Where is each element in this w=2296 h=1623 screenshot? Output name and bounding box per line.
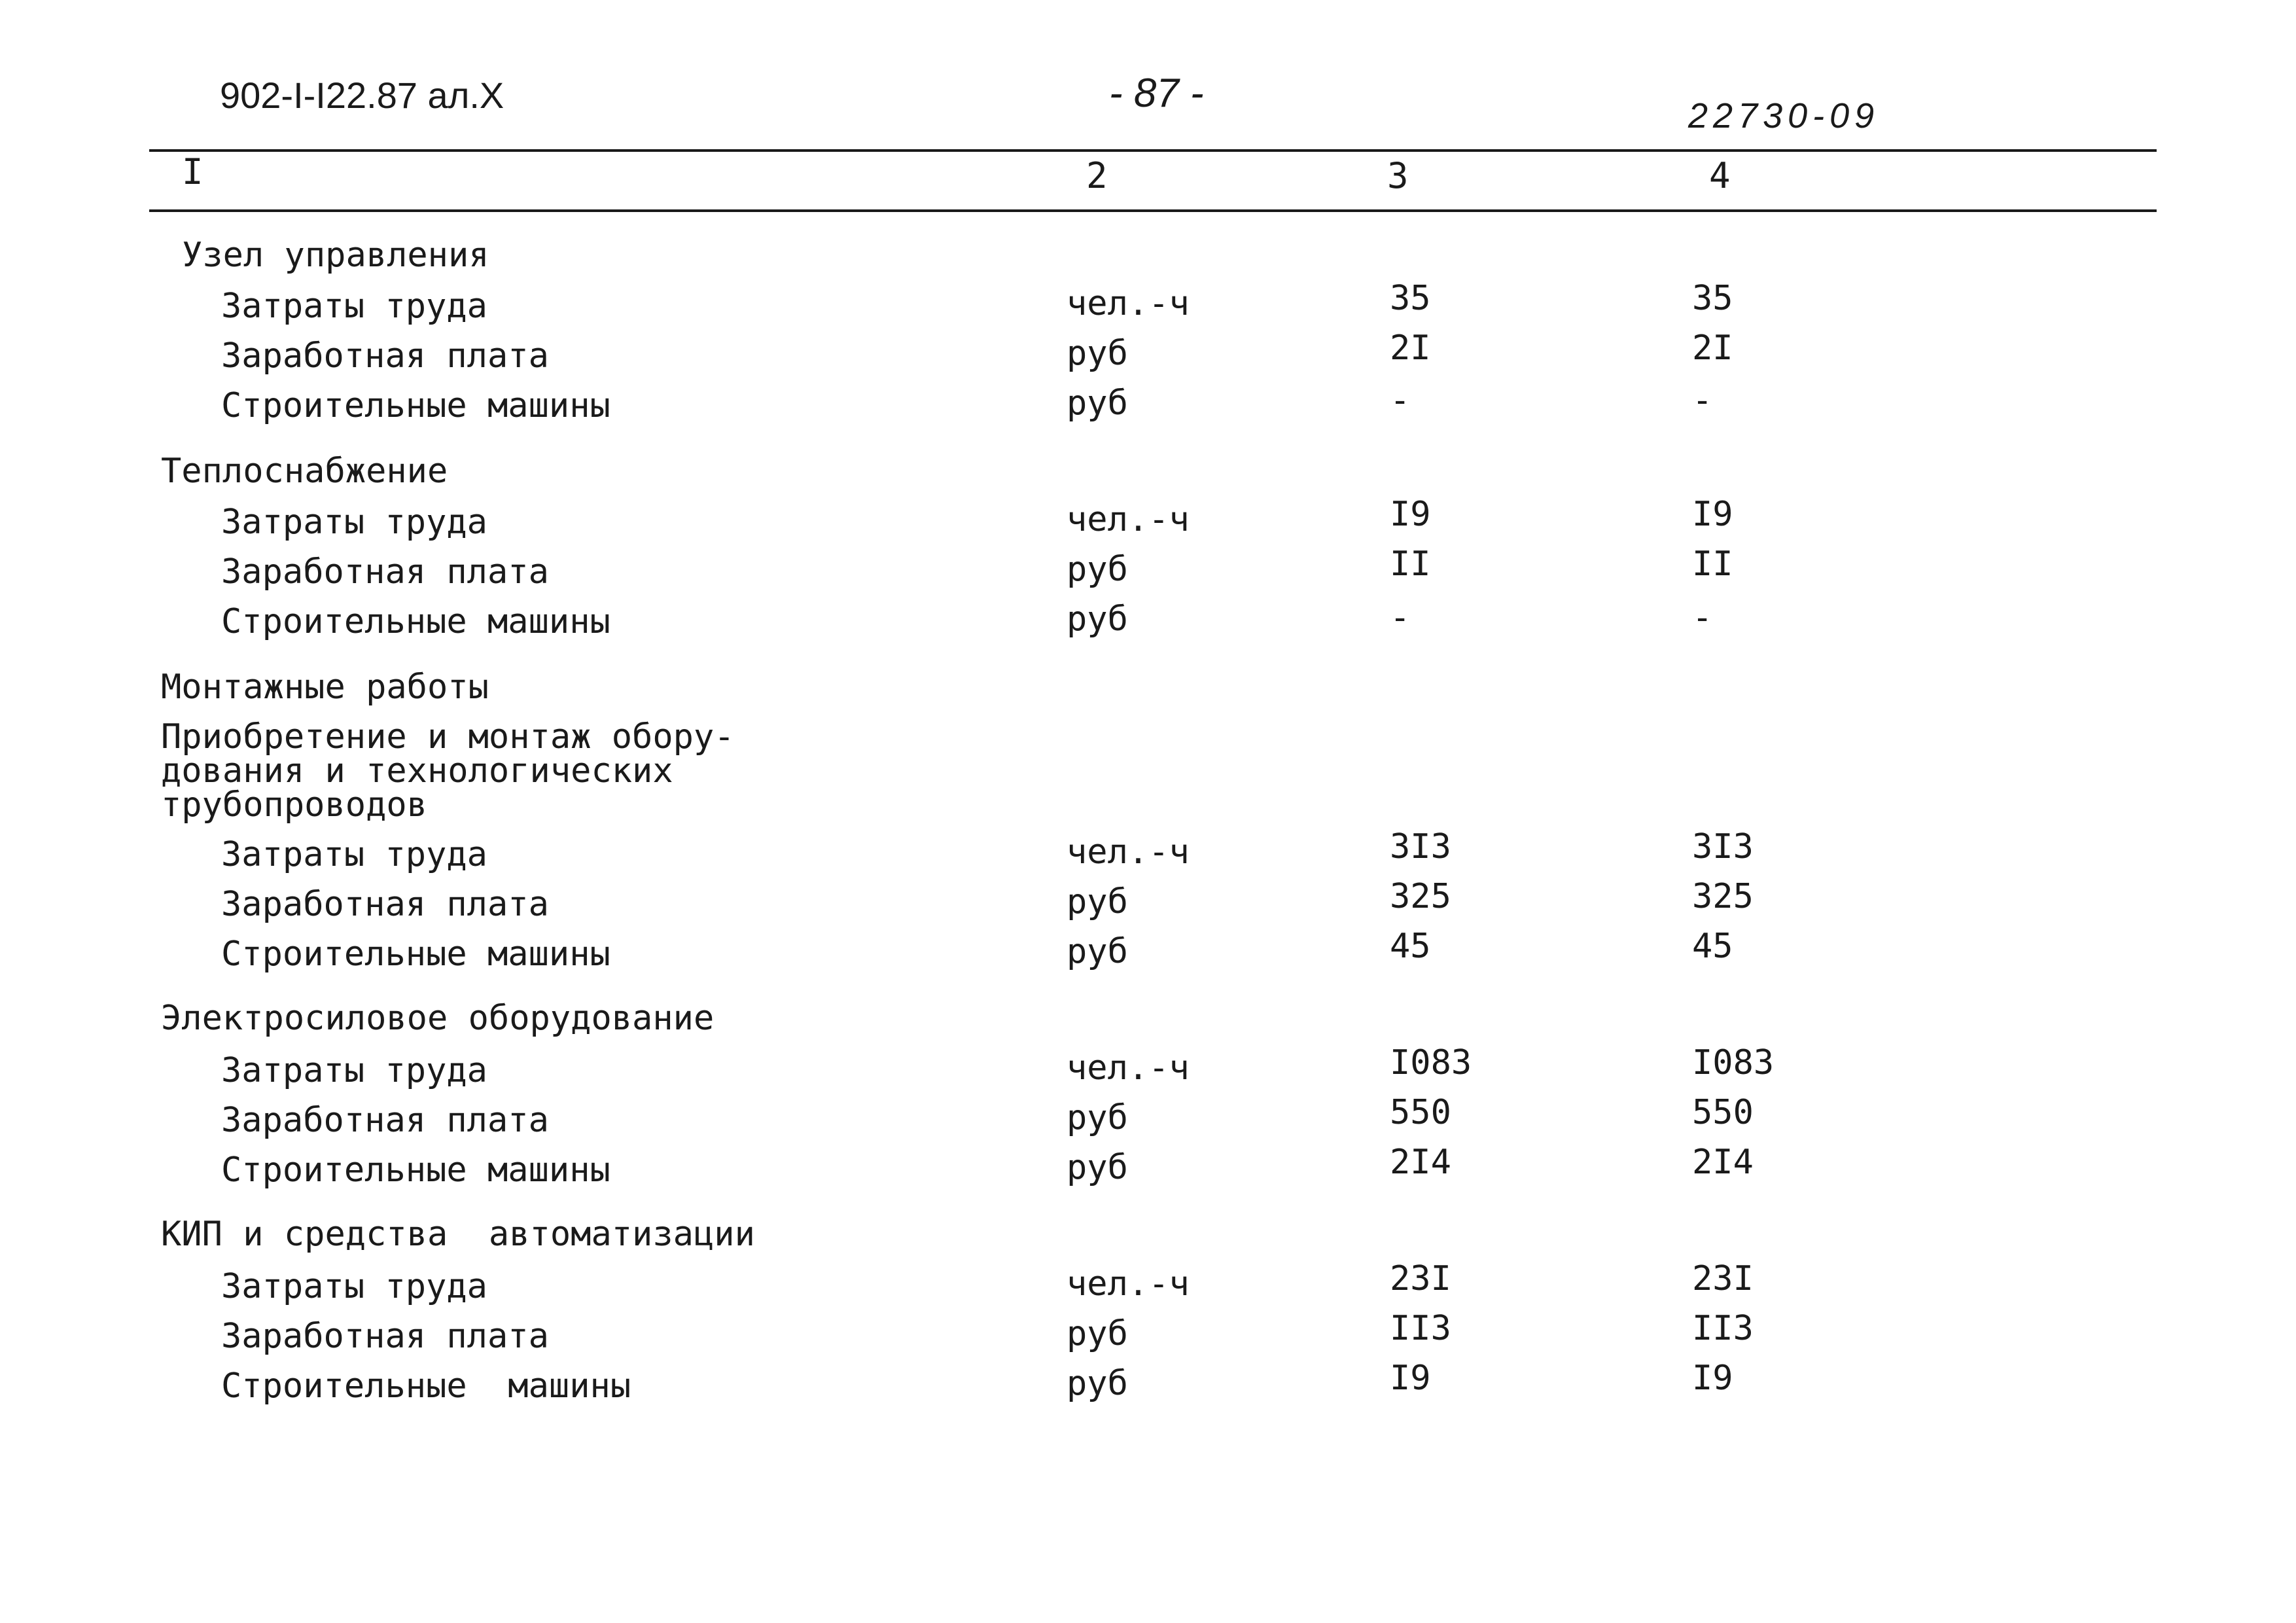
table-row-label: Заработная плата [221,552,549,592]
table-row-unit: руб [1067,550,1128,589]
table-row-unit: чел.-ч [1067,500,1190,539]
table-row-value-4: 2I4 [1692,1143,1754,1182]
table-row-value-4: 325 [1692,877,1754,916]
table-row-value-4: 23I [1692,1259,1754,1298]
table-row-value-4: - [1692,598,1713,637]
table-row-label: Строительные машины [221,1150,610,1190]
table-row-value-4: II [1692,544,1733,584]
table-row-unit: руб [1067,383,1128,423]
table-row-value-3: 550 [1390,1093,1451,1132]
table-row-value-3: 35 [1390,279,1431,318]
column-header-2: 2 [1086,155,1108,196]
document-code: 902-I-I22.87 ал.Х [220,75,504,116]
table-row-value-4: 550 [1692,1093,1754,1132]
table-row-unit: руб [1067,599,1128,639]
table-row-label: Затраты труда [221,835,487,874]
table-header-rule [149,209,2157,212]
table-row-unit: руб [1067,882,1128,921]
table-row-value-3: I083 [1390,1043,1472,1082]
table-row-label: Строительные машины [221,1366,631,1406]
table-row-value-3: II3 [1390,1309,1451,1348]
table-row-value-4: II3 [1692,1309,1754,1348]
column-header-1: I [182,151,203,192]
table-row-value-4: 35 [1692,279,1733,318]
table-row-unit: руб [1067,932,1128,971]
table-row-value-3: 2I4 [1390,1143,1451,1182]
table-row-unit: руб [1067,1314,1128,1353]
table-top-rule [149,149,2157,152]
table-row-value-3: 23I [1390,1259,1451,1298]
table-row-value-3: I9 [1390,495,1431,534]
table-row-label: дования и технологических [161,751,673,791]
table-row-value-4: I9 [1692,495,1733,534]
table-row-value-3: - [1390,598,1411,637]
table-row-label: Затраты труда [221,287,487,326]
column-header-4: 4 [1709,155,1731,196]
table-row-value-3: - [1390,381,1411,420]
table-row-value-3: 325 [1390,877,1451,916]
table-row-unit: руб [1067,334,1128,373]
table-row-value-3: 2I [1390,329,1431,368]
table-row-label: Затраты труда [221,1267,487,1306]
column-header-3: 3 [1387,155,1409,196]
table-row-label: Заработная плата [221,1101,549,1140]
table-row-value-4: 3I3 [1692,827,1754,866]
table-row-value-3: II [1390,544,1431,584]
table-row-label: Заработная плата [221,1317,549,1356]
table-row-label: Строительные машины [221,935,610,974]
table-row-label: Монтажные работы [161,668,489,707]
table-row-label: КИП и средства автоматизации [161,1215,755,1254]
table-row-label: трубопроводов [161,785,427,825]
table-row-value-3: 3I3 [1390,827,1451,866]
table-row-label: Приобретение и монтаж обору- [161,717,735,757]
table-row-value-4: I9 [1692,1359,1733,1398]
table-row-label: Заработная плата [221,885,549,924]
table-row-unit: чел.-ч [1067,832,1190,872]
table-row-unit: чел.-ч [1067,1048,1190,1088]
page-number: - 87 - [1109,71,1204,116]
table-row-value-4: I083 [1692,1043,1775,1082]
sheet-id: 22730-09 [1688,96,1880,135]
table-row-value-4: - [1692,381,1713,420]
table-row-unit: руб [1067,1098,1128,1137]
table-row-label: Узел управления [182,236,489,275]
table-row-label: Электросиловое оборудование [161,999,715,1038]
table-row-value-4: 2I [1692,329,1733,368]
table-row-label: Строительные машины [221,602,610,641]
table-row-label: Строительные машины [221,386,610,425]
table-row-value-3: 45 [1390,927,1431,966]
table-row-unit: руб [1067,1148,1128,1187]
table-row-unit: чел.-ч [1067,1264,1190,1304]
table-row-label: Затраты труда [221,503,487,542]
table-row-label: Заработная плата [221,336,549,376]
table-row-unit: чел.-ч [1067,284,1190,323]
table-row-label: Затраты труда [221,1051,487,1090]
table-row-unit: руб [1067,1364,1128,1403]
table-row-label: Теплоснабжение [161,452,448,491]
table-row-value-3: I9 [1390,1359,1431,1398]
table-row-value-4: 45 [1692,927,1733,966]
